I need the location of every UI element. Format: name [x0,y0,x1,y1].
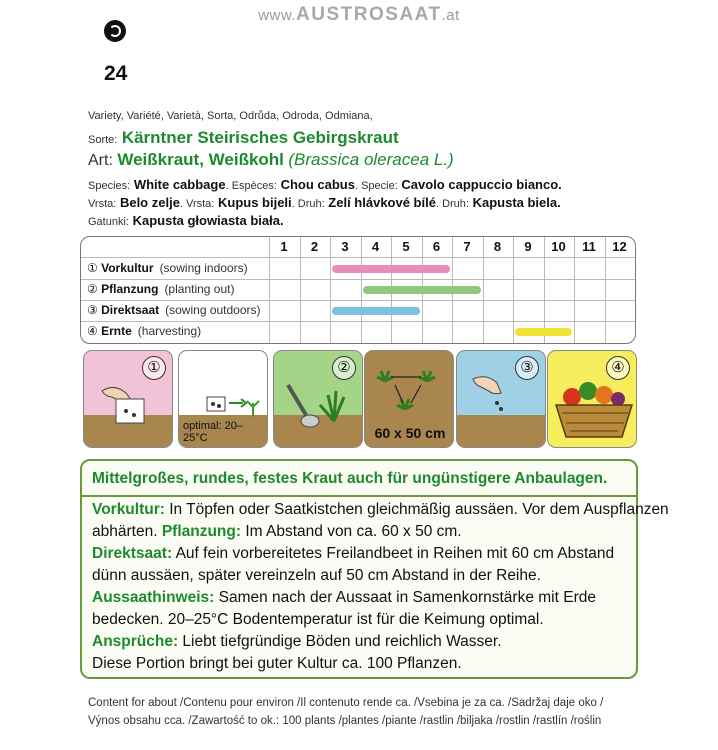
calendar-row-ernte: ④ Ernte (harvesting) [87,324,202,338]
month-2: 2 [310,239,319,254]
gatunki-line: Gatunki: Kapusta głowiasta biała. [88,213,284,228]
brand-name: AUSTROSAAT [296,4,442,25]
step-2-planting [273,350,363,448]
month-12: 12 [612,239,627,254]
info-aussaathinweis: Aussaathinweis: Samen nach der Aussaat in Samenkornstärke mit Erde [92,589,596,606]
calendar-bar-pflanzung [363,286,481,294]
art-line: Art: Weißkraut, Weißkohl (Brassica oleracea L.) [88,150,454,169]
url-suffix: .at [441,7,460,24]
month-3: 3 [341,239,349,254]
step-3-direct-sowing [456,350,546,448]
latin-name: (Brassica oleracea L.) [288,150,454,169]
packet-number: 24 [104,62,128,85]
calendar-bar-vorkultur [332,265,450,273]
info-ansprueche: Ansprüche: Liebt tiefgründige Böden und reichlich Wasser. [92,633,502,650]
sorte-line: Sorte: Kärntner Steirisches Gebirgskraut [88,128,399,147]
month-8: 8 [493,239,502,254]
spacing-label: 60 x 50 cm [374,425,446,441]
info-aussaathinweis-cont: bedecken. 20–25°C Bodentemperatur ist für die Keimung optimal. [92,611,544,628]
calendar-grid-line [330,237,331,343]
footer-content-line-2: Výnos obsahu cca. /Zawartość to ok.: 100 plants /plantes /piante /rastlin /biljaka /rostlin /rastlín /roślin [88,715,602,727]
species-line: Species: White cabbage. Espèces: Chou cabus. Specie: Cavolo cappuccio bianco. [88,177,562,192]
sowing-calendar [80,236,636,344]
calendar-grid-line [574,237,575,343]
calendar-row-direktsaat: ③ Direktsaat (sowing outdoors) [81,301,635,322]
info-pflanzung: abhärten. Pflanzung: Im Abstand von ca. 60 x 50 cm. [92,523,462,540]
calendar-row-vorkultur: ① Vorkultur (sowing indoors) [81,259,635,280]
optimal-temperature: optimal: 20–25°C [183,420,243,444]
info-direktsaat-cont: dünn aussäen, später vereinzeln auf 50 cm Abstand in der Reihe. [92,567,541,584]
calendar-row-pflanzung: ② Pflanzung (planting out) [81,280,635,301]
vrsta-line: Vrsta: Belo zelje. Vrsta: Kupus bijeli. Druh: Zelí hlávkové bílé. Druh: Kapusta biela. [88,195,561,210]
month-6: 6 [432,239,441,254]
calendar-grid-line [635,237,636,343]
footer-content-line-1: Content for about /Contenu pour environ /Il contenuto rende ca. /Vsebina je za ca. /Sadržaj daje oko / [88,697,604,709]
url-prefix: www. [258,7,297,24]
green-dot-recycling-icon [104,20,126,42]
step-number-3: ③ [515,356,539,380]
month-5: 5 [402,239,410,254]
species-name: Weißkraut, Weißkohl [117,150,284,169]
step-4-harvest [547,350,637,448]
calendar-grid-line [483,237,484,343]
step-1-sowing-indoors [83,350,173,448]
month-11: 11 [582,239,596,254]
info-direktsaat: Direktsaat: Auf fein vorbereitetes Freilandbeet in Reihen mit 60 cm Abstand [92,545,615,562]
calendar-grid-line [269,237,270,343]
info-portion: Diese Portion bringt bei guter Kultur ca. 100 Pflanzen. [92,655,462,672]
variety-name: Kärntner Steirisches Gebirgskraut [121,128,399,147]
month-7: 7 [463,239,471,254]
month-10: 10 [551,239,566,254]
info-vorkultur: Vorkultur: In Töpfen oder Saatkistchen gleichmäßig aussäen. Vor dem Auspflanzen [92,501,669,518]
calendar-header-row [81,237,635,258]
step-1-germination [178,350,268,448]
step-2-spacing [364,350,454,448]
info-divider [82,495,636,497]
calendar-grid-line [361,237,362,343]
variety-line: Variety, Variété, Varietà, Sorta, Odrůda, Odroda, Odmiana, [88,110,373,122]
cultivation-info-box [80,459,669,679]
step-number-2: ② [332,356,356,380]
calendar-bar-direktsaat [332,307,420,315]
month-4: 4 [371,239,380,254]
calendar-grid-line [605,237,606,343]
step-number-4: ④ [606,356,630,380]
calendar-grid-line [513,237,514,343]
info-headline: Mittelgroßes, rundes, festes Kraut auch für ungünstigere Anbaulagen. [92,470,608,487]
calendar-grid-line [300,237,301,343]
month-9: 9 [524,239,532,254]
calendar-bar-ernte [515,328,572,336]
month-1: 1 [280,239,288,254]
step-number-1: ① [142,356,166,380]
